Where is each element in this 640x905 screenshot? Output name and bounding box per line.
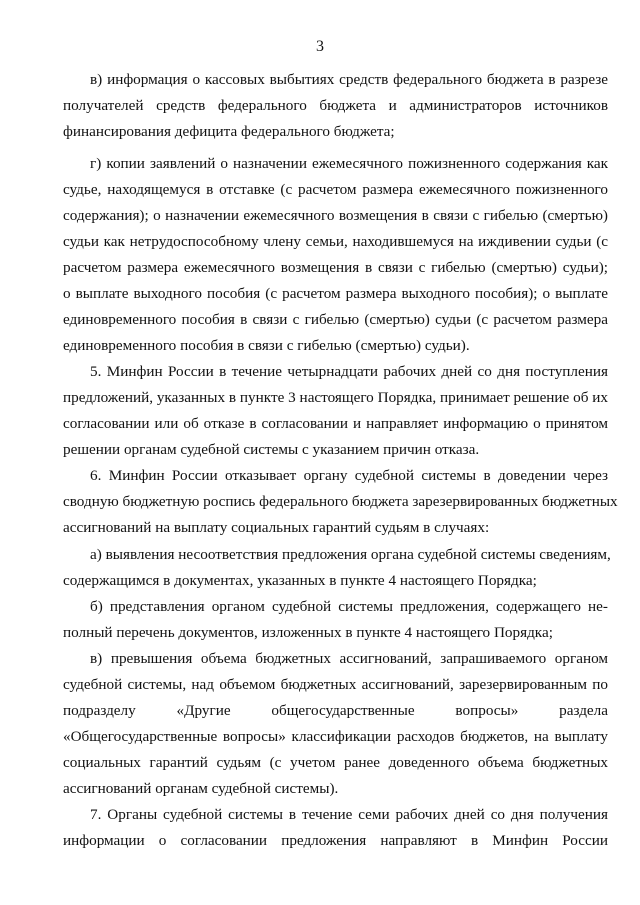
text-line: содержащимся в документах, указанных в пункте 4 настоящего Порядка; bbox=[63, 572, 537, 589]
text-line: о выплате выходного пособия (с расчетом размера выходного пособия); о выплате bbox=[63, 285, 608, 302]
text-line: в) превышения объема бюджетных ассигнований, запрашиваемого органом bbox=[90, 650, 608, 667]
text-line: б) представления органом судебной системы предложения, содержащего не- bbox=[90, 598, 608, 615]
paragraph-a-mismatch bbox=[63, 542, 611, 594]
paragraph-7-judicial-bodies bbox=[63, 802, 608, 854]
text-line: информации о согласовании предложения направляют в Минфин России bbox=[63, 832, 608, 849]
paragraph-g-application-copies bbox=[63, 151, 608, 359]
text-line: расчетом размера ежемесячного возмещения в связи с гибелью (смертью) судьи); bbox=[63, 259, 608, 276]
text-line: 6. Минфин России отказывает органу судебной системы в доведении через bbox=[90, 467, 608, 484]
text-line: ассигнований органам судебной системы). bbox=[63, 780, 339, 797]
text-line: социальных гарантий судьям (с учетом ранее доведенного объема бюджетных bbox=[63, 754, 608, 771]
text-line: получателей средств федерального бюджета и администраторов источников bbox=[63, 97, 608, 114]
paragraph-b-incomplete-documents bbox=[63, 594, 608, 646]
text-line: сводную бюджетную роспись федерального бюджета зарезервированных бюджетных bbox=[63, 493, 618, 510]
text-line: судьи как нетрудоспособному члену семьи, находившемуся на иждивении судьи (с bbox=[63, 233, 608, 250]
text-line: предложений, указанных в пункте 3 настоящего Порядка, принимает решение об их bbox=[63, 389, 608, 406]
page-number: 3 bbox=[316, 38, 324, 55]
text-line: г) копии заявлений о назначении ежемесячного пожизненного содержания как bbox=[90, 155, 608, 172]
text-line: единовременного пособия в связи с гибелью (смертью) судьи). bbox=[63, 337, 470, 354]
text-line: 5. Минфин России в течение четырнадцати рабочих дней со дня поступления bbox=[90, 363, 608, 380]
paragraph-v-excess-allocation bbox=[63, 646, 608, 802]
text-line: ассигнований на выплату социальных гарантий судьям в случаях: bbox=[63, 519, 490, 536]
text-line: судье, находящемуся в отставке (с расчетом размера ежемесячного пожизненного bbox=[63, 181, 608, 198]
text-line: единовременного пособия в связи с гибелью (смертью) судьи (с расчетом размера bbox=[63, 311, 608, 328]
text-line: судебной системы, над объемом бюджетных ассигнований, зарезервированным по bbox=[63, 676, 608, 693]
text-line: решении органам судебной системы с указанием причин отказа. bbox=[63, 441, 480, 458]
text-line: в) информация о кассовых выбытиях средств федерального бюджета в разрезе bbox=[90, 71, 608, 88]
text-line: а) выявления несоответствия предложения органа судебной системы сведениям, bbox=[90, 546, 611, 563]
text-line: согласовании или об отказе в согласовании и направляет информацию о принятом bbox=[63, 415, 608, 432]
text-line: полный перечень документов, изложенных в пункте 4 настоящего Порядка; bbox=[63, 624, 553, 641]
paragraph-5-minfin-decision bbox=[63, 359, 608, 463]
text-line: финансирования дефицита федерального бюджета; bbox=[63, 123, 395, 140]
text-line: содержания); о назначении ежемесячного возмещения в связи с гибелью (смертью) bbox=[63, 207, 608, 224]
text-line: подразделу «Другие общегосударственные вопросы» раздела bbox=[63, 702, 608, 719]
paragraph-6-refusal-cases bbox=[63, 463, 618, 541]
text-line: «Общегосударственные вопросы» классификации расходов бюджетов, на выплату bbox=[63, 728, 608, 745]
paragraph-v-cash-disbursements bbox=[63, 67, 608, 145]
text-line: 7. Органы судебной системы в течение семи рабочих дней со дня получения bbox=[90, 806, 608, 823]
